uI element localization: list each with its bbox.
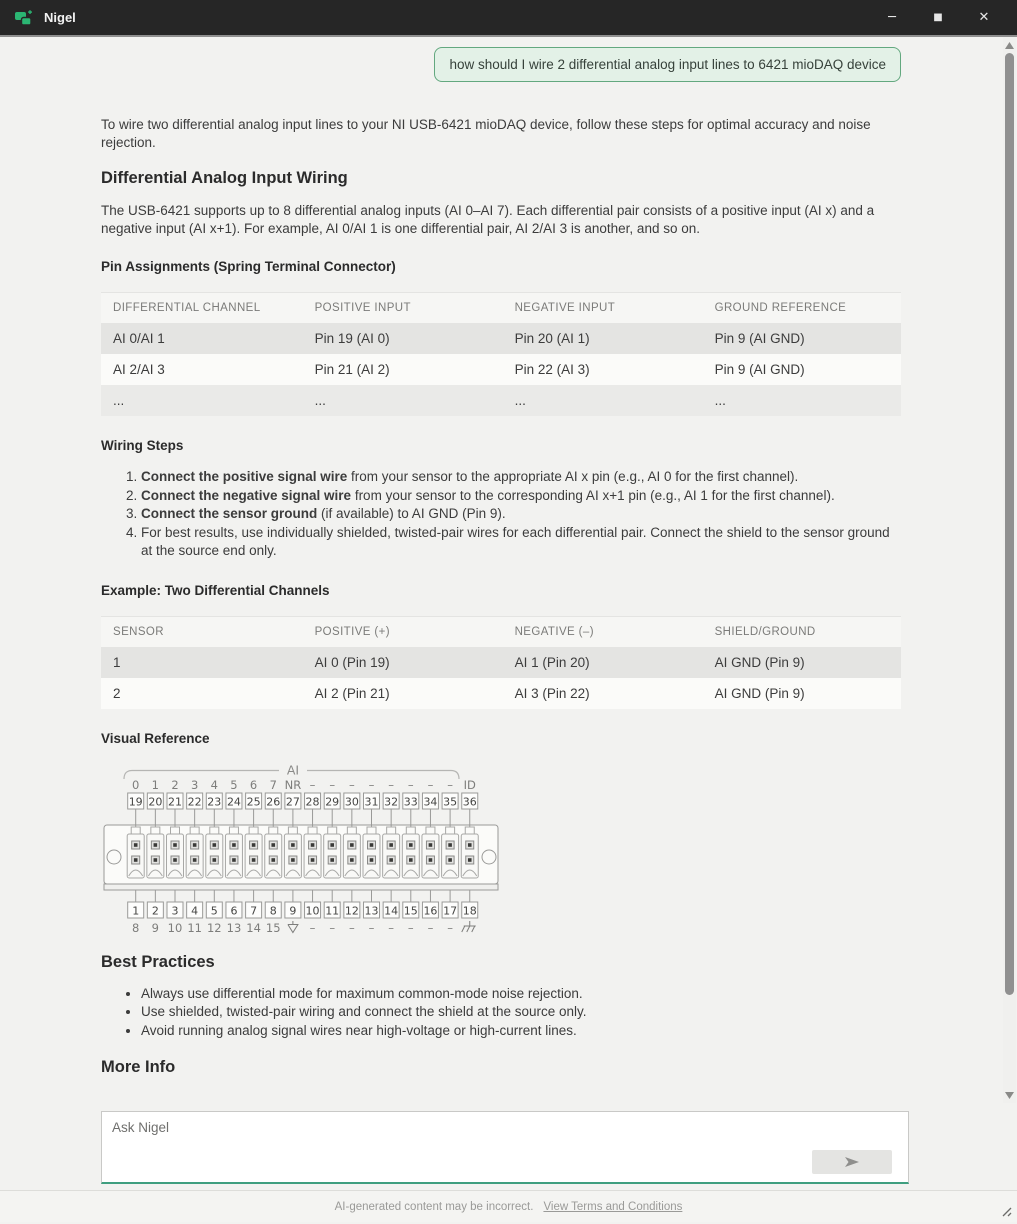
wiring-step: 3. Connect the sensor ground (if available) to AI GND (Pin 9). (141, 505, 901, 524)
svg-text:12: 12 (344, 904, 359, 917)
svg-text:24: 24 (226, 795, 241, 808)
table-row (101, 678, 901, 709)
wiring-step: 2. Connect the negative signal wire from your sensor to the corresponding AI x+1 pin (e.g., AI 1 for the first channel). (141, 487, 901, 506)
message-input[interactable] (102, 1112, 908, 1156)
footer-bar (0, 1190, 1017, 1222)
svg-text:14: 14 (246, 920, 261, 935)
close-button[interactable]: ✕ (961, 3, 1007, 33)
svg-text:26: 26 (266, 795, 281, 808)
table-cell: AI 2/AI 3 (113, 362, 165, 377)
svg-text:–: – (368, 777, 375, 792)
user-message-bubble: how should I wire 2 differential analog input lines to 6421 mioDAQ device (434, 47, 901, 82)
svg-text:6: 6 (230, 904, 238, 917)
svg-text:NR: NR (284, 777, 302, 792)
svg-text:–: – (348, 920, 355, 935)
svg-text:15: 15 (265, 920, 281, 935)
svg-text:35: 35 (443, 795, 458, 808)
svg-text:17: 17 (443, 904, 458, 917)
table-header-cell: POSITIVE INPUT (303, 293, 503, 324)
best-practices-heading: Best Practices (101, 952, 215, 971)
svg-text:36: 36 (462, 795, 477, 808)
table-row (101, 385, 901, 416)
assistant-response (101, 116, 901, 1077)
svg-text:30: 30 (344, 795, 359, 808)
svg-text:–: – (407, 777, 414, 792)
table-cell: Pin 19 (AI 0) (314, 331, 390, 346)
scrollbar-thumb[interactable] (1005, 53, 1014, 995)
svg-text:–: – (447, 920, 453, 935)
svg-text:10: 10 (167, 920, 183, 935)
svg-text:0: 0 (132, 777, 140, 792)
svg-text:32: 32 (384, 795, 399, 808)
chat-window (0, 37, 1017, 1222)
table-cell: 2 (113, 685, 121, 701)
svg-text:2: 2 (171, 777, 179, 792)
svg-text:28: 28 (305, 795, 320, 808)
window-title: Nigel (44, 10, 76, 25)
more-info-heading: More Info (101, 1058, 176, 1076)
svg-text:21: 21 (168, 795, 182, 808)
svg-text:2: 2 (151, 904, 159, 917)
table-cell: AI 0/AI 1 (113, 331, 165, 346)
table-row (101, 647, 901, 678)
table-header-cell: NEGATIVE INPUT (503, 293, 703, 324)
table-cell: ... (514, 393, 526, 408)
table-cell: AI GND (Pin 9) (714, 685, 805, 701)
svg-text:29: 29 (325, 795, 340, 808)
svg-text:–: – (427, 777, 434, 792)
triangle-down-icon (1005, 1092, 1014, 1099)
table-cell: Pin 20 (AI 1) (514, 331, 590, 346)
table-cell: Pin 9 (AI GND) (714, 331, 805, 346)
svg-text:33: 33 (403, 795, 418, 808)
svg-text:–: – (388, 920, 395, 935)
scroll-down-button[interactable] (1003, 1089, 1016, 1101)
table-cell: Pin 21 (AI 2) (314, 362, 390, 377)
svg-text:–: – (329, 777, 336, 792)
table-cell: AI GND (Pin 9) (714, 654, 805, 670)
table-cell: AI 1 (Pin 20) (514, 654, 590, 670)
table-cell: ... (314, 393, 326, 408)
triangle-up-icon (1005, 42, 1014, 49)
table-cell: Pin 22 (AI 3) (514, 362, 590, 377)
svg-text:–: – (329, 920, 336, 935)
svg-text:–: – (407, 920, 414, 935)
svg-text:15: 15 (403, 904, 418, 917)
svg-text:19: 19 (128, 795, 143, 808)
user-message-row (0, 37, 1017, 82)
table-header-row (101, 293, 901, 324)
table-header-cell: NEGATIVE (–) (503, 616, 703, 647)
minimize-button[interactable]: ─ (869, 3, 915, 33)
table-cell: ... (113, 393, 125, 408)
svg-text:5: 5 (230, 777, 238, 792)
wiring-paragraph: The USB-6421 supports up to 8 differential analog inputs (AI 0–AI 7). Each differential pair consists of a positive input (AI x) and a negative input (AI x+1). For example, AI 0/AI 1 is one differential pair, AI 2/AI 3 is another, and so on. (101, 203, 875, 236)
svg-text:–: – (388, 777, 395, 792)
svg-text:8: 8 (269, 904, 277, 917)
svg-text:–: – (348, 777, 355, 792)
svg-text:1: 1 (132, 904, 140, 917)
wiring-steps-list (101, 468, 901, 561)
section-heading-wiring: Differential Analog Input Wiring (101, 169, 348, 187)
svg-text:16: 16 (423, 904, 438, 917)
table-row (101, 354, 901, 385)
svg-text:13: 13 (226, 920, 242, 935)
titlebar (0, 0, 1017, 37)
wiring-steps-label: Wiring Steps (101, 438, 184, 453)
svg-text:4: 4 (210, 777, 218, 792)
connector-pinout-diagram (101, 760, 501, 935)
svg-text:3: 3 (171, 904, 179, 917)
svg-text:–: – (368, 920, 375, 935)
svg-text:11: 11 (325, 904, 340, 917)
svg-text:3: 3 (190, 777, 199, 792)
table-cell: ... (714, 393, 726, 408)
svg-text:14: 14 (384, 904, 399, 917)
table-cell: AI 3 (Pin 22) (514, 685, 590, 701)
table-header-cell: POSITIVE (+) (303, 616, 503, 647)
svg-text:9: 9 (289, 904, 297, 917)
svg-text:18: 18 (462, 904, 477, 917)
send-icon (843, 1156, 861, 1168)
window-controls (869, 3, 1007, 33)
svg-text:5: 5 (210, 904, 218, 917)
table-cell: 1 (113, 654, 121, 670)
table-cell: AI 0 (Pin 19) (314, 654, 390, 670)
svg-text:ID: ID (463, 777, 476, 792)
resize-grip-icon[interactable] (1000, 1205, 1012, 1217)
svg-text:8: 8 (132, 920, 140, 935)
svg-text:1: 1 (151, 777, 160, 792)
svg-text:AI: AI (286, 762, 300, 777)
svg-text:7: 7 (269, 777, 277, 792)
scrollbar-track[interactable] (1003, 37, 1016, 1103)
wiring-step: 1. Connect the positive signal wire from your sensor to the appropriate AI x pin (e.g., AI 0 for the first channel). (141, 468, 901, 487)
visual-reference-label: Visual Reference (101, 730, 210, 746)
table-header-cell: SENSOR (101, 616, 303, 647)
svg-text:20: 20 (148, 795, 163, 808)
svg-text:–: – (427, 920, 434, 935)
svg-text:13: 13 (364, 904, 379, 917)
svg-text:34: 34 (423, 795, 438, 808)
svg-text:6: 6 (249, 777, 258, 792)
best-practice-item: • Use shielded, twisted-pair wiring and connect the shield at the source only. (141, 1003, 901, 1022)
svg-text:11: 11 (187, 920, 202, 935)
best-practices-list (101, 985, 901, 1041)
svg-text:27: 27 (285, 795, 300, 808)
best-practice-item: • Always use differential mode for maximum common-mode noise rejection. (141, 985, 901, 1004)
maximize-button[interactable]: ■ (915, 3, 961, 33)
table-header-row (101, 616, 901, 647)
svg-text:10: 10 (305, 904, 320, 917)
pin-table-label: Pin Assignments (Spring Terminal Connector) (101, 259, 396, 274)
pin-assignments-table (101, 292, 901, 416)
svg-text:22: 22 (187, 795, 202, 808)
svg-text:–: – (309, 920, 316, 935)
example-table-label: Example: Two Differential Channels (101, 582, 330, 598)
table-cell: Pin 9 (AI GND) (714, 362, 805, 377)
table-header-cell: GROUND REFERENCE (703, 293, 901, 324)
table-header-cell: SHIELD/GROUND (703, 616, 901, 647)
table-cell: AI 2 (Pin 21) (314, 685, 390, 701)
svg-text:9: 9 (151, 920, 160, 935)
nigel-logo-icon (14, 8, 34, 28)
send-button[interactable] (812, 1150, 892, 1174)
wiring-step: 4. For best results, use individually shielded, twisted-pair wires for each differential pair. Connect the shield to the sensor ground at the source end only. (141, 524, 901, 561)
best-practice-item: • Avoid running analog signal wires near high-voltage or high-current lines. (141, 1022, 901, 1041)
svg-text:23: 23 (207, 795, 222, 808)
table-row (101, 323, 901, 354)
terms-link[interactable]: View Terms and Conditions (543, 1200, 683, 1213)
table-header-cell: DIFFERENTIAL CHANNEL (101, 293, 303, 324)
svg-text:12: 12 (206, 920, 222, 935)
svg-text:–: – (447, 777, 453, 792)
svg-text:25: 25 (246, 795, 261, 808)
svg-text:31: 31 (364, 795, 379, 808)
svg-text:4: 4 (191, 904, 199, 917)
svg-text:–: – (309, 777, 316, 792)
disclaimer-text: AI-generated content may be incorrect. (334, 1200, 534, 1213)
svg-text:7: 7 (250, 904, 258, 917)
composer (101, 1111, 909, 1184)
scroll-up-button[interactable] (1003, 39, 1016, 51)
example-channels-table (101, 616, 901, 709)
intro-paragraph: To wire two differential analog input lines to your NI USB-6421 mioDAQ device, follow these steps for optimal accuracy and noise rejection. (101, 117, 871, 150)
